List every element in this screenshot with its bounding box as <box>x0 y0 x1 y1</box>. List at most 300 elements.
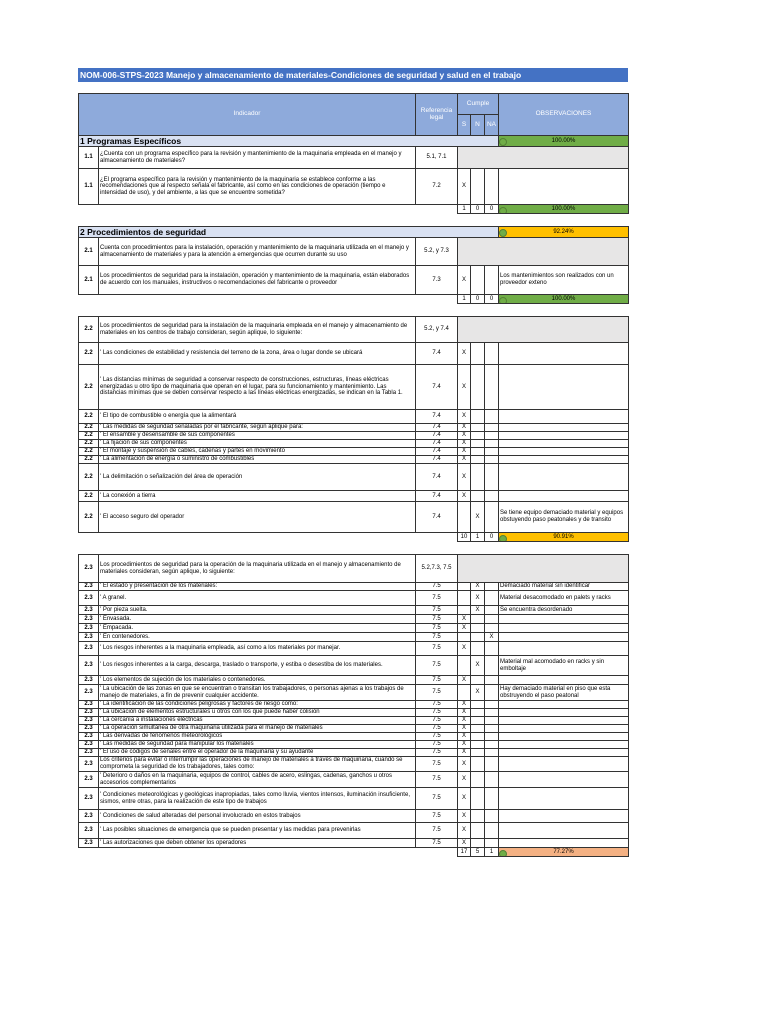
table-row <box>79 555 629 583</box>
score-cell <box>499 533 629 542</box>
indicator-text: ' El uso de códigos de señales entre el operador de la maquinaria y su ayudante <box>99 749 416 757</box>
cumple-s: X <box>458 169 471 205</box>
legal-reference: 7.2 <box>416 169 458 205</box>
cumple-na <box>485 591 499 606</box>
cumple-na <box>485 823 499 839</box>
item-number: 1.1 <box>79 169 99 205</box>
cumple-na <box>485 440 499 448</box>
item-number: 2.2 <box>79 432 99 440</box>
table-row <box>79 615 629 624</box>
cumple-na <box>485 810 499 823</box>
observation <box>499 810 629 823</box>
indicator-text: ' Los riesgos inherentes a la carga, descarga, traslado o transporte, y estiba o desestiba de los materiales. <box>99 656 416 676</box>
total-s: 1 <box>458 205 471 214</box>
legal-reference: 5.2, y 7.4 <box>416 317 458 343</box>
indicator-text: ' La fijación de sus componentes <box>99 440 416 448</box>
cumple-s: X <box>458 440 471 448</box>
cumple-n <box>471 491 485 502</box>
cumple-n <box>471 733 485 741</box>
observation <box>499 788 629 810</box>
observation: Material desacomodado en palets y racks <box>499 591 629 606</box>
table-row <box>79 823 629 839</box>
cumple-n <box>471 709 485 717</box>
item-number: 2.3 <box>79 709 99 717</box>
score-cell <box>499 295 629 304</box>
legal-reference: 7.5 <box>416 583 458 591</box>
legal-reference: 7.5 <box>416 591 458 606</box>
observation <box>499 464 629 491</box>
cumple-s <box>458 583 471 591</box>
table-row <box>79 317 629 343</box>
legal-reference: 5.2,7.3, 7.5 <box>416 555 458 583</box>
table-row <box>79 685 629 701</box>
observation <box>499 624 629 633</box>
cumple-s: X <box>458 749 471 757</box>
indicator-text: ' Por pieza suelta. <box>99 606 416 615</box>
cumple-s: X <box>458 717 471 725</box>
cumple-s <box>458 633 471 642</box>
legal-reference: 7.5 <box>416 810 458 823</box>
cumple-na <box>485 624 499 633</box>
status-dot-icon <box>499 207 507 214</box>
table-row <box>79 502 629 533</box>
item-number: 2.1 <box>79 238 99 266</box>
observation <box>499 772 629 788</box>
legal-reference: 7.5 <box>416 624 458 633</box>
table-row <box>79 839 629 848</box>
header-row <box>79 94 629 115</box>
observation <box>499 456 629 464</box>
cumple-na <box>485 365 499 410</box>
table-row <box>79 624 629 633</box>
cumple-na <box>485 733 499 741</box>
total-n: 1 <box>471 533 485 542</box>
item-number: 2.2 <box>79 464 99 491</box>
cumple-s: X <box>458 464 471 491</box>
item-number: 2.3 <box>79 788 99 810</box>
indicator-text: Los criterios para evitar o interrumpir las operaciones de manejo de materiales a través de maquinaria, cuando se comprometa la seguridad de los trabajadores, tales como: <box>99 757 416 772</box>
item-number: 2.3 <box>79 633 99 642</box>
item-number: 2.2 <box>79 440 99 448</box>
table-row <box>79 642 629 656</box>
observation <box>499 432 629 440</box>
observation: Material mal acomodado en racks y sin emboltaje <box>499 656 629 676</box>
observation <box>499 757 629 772</box>
table-row <box>79 725 629 733</box>
cumple-s <box>458 656 471 676</box>
cumple-n <box>471 788 485 810</box>
status-dot-icon <box>499 535 507 542</box>
table-row <box>79 424 629 432</box>
spacer-row <box>79 214 629 227</box>
section-title-row <box>79 227 629 238</box>
table-row <box>79 169 629 205</box>
cumple-s: X <box>458 757 471 772</box>
totals-blank <box>79 205 458 214</box>
cumple-n: X <box>471 591 485 606</box>
totals-row <box>79 533 629 542</box>
cumple-s: X <box>458 410 471 424</box>
section-percent: 92.24% <box>553 228 574 235</box>
cumple-s: X <box>458 709 471 717</box>
total-s: 17 <box>458 848 471 857</box>
total-n: 0 <box>471 205 485 214</box>
totals-row <box>79 848 629 857</box>
indicator-text: ' Las posibles situaciones de emergencia que se pueden presentar y las medidas para prevenirlas <box>99 823 416 839</box>
cumple-na <box>485 788 499 810</box>
cumple-s: X <box>458 448 471 456</box>
cumple-n <box>471 464 485 491</box>
cumple-na <box>485 410 499 424</box>
section-title: 1 Programas Específicos <box>79 136 499 147</box>
indicator-text: Los procedimientos de seguridad para la instalación de la maquinaria empleada en el manejo y almacenamiento de materiales en los centros de trabajo consideran, según aplique, lo siguiente: <box>99 317 416 343</box>
header-observaciones: OBSERVACIONES <box>499 94 629 136</box>
legal-reference: 7.5 <box>416 733 458 741</box>
cumple-n: X <box>471 502 485 533</box>
item-number: 2.3 <box>79 615 99 624</box>
legal-reference: 5.1, 7.1 <box>416 147 458 169</box>
table-row <box>79 656 629 676</box>
cumple-s: X <box>458 624 471 633</box>
checklist-table <box>78 93 629 857</box>
cumple-s: X <box>458 741 471 749</box>
indicator-text: ¿El programa específico para la revisión y mantenimiento de la maquinaria se establece conforme a las recomendaciones que al respecto señala el fabricante, así como en las condiciones de operación (tiempo e intensidad de uso), y del ambiente, a las que se encuentre sometida? <box>99 169 416 205</box>
cumple-n <box>471 615 485 624</box>
legal-reference: 7.5 <box>416 717 458 725</box>
observation <box>499 169 629 205</box>
cumple-s: X <box>458 823 471 839</box>
table-row <box>79 238 629 266</box>
cumple-na <box>485 583 499 591</box>
cumple-n <box>471 839 485 848</box>
item-number: 2.3 <box>79 656 99 676</box>
cumple-na <box>485 741 499 749</box>
item-number: 2.2 <box>79 410 99 424</box>
item-number: 2.3 <box>79 725 99 733</box>
cumple-s: X <box>458 772 471 788</box>
section-percent: 100.00% <box>551 137 576 144</box>
cumple-n <box>471 642 485 656</box>
cumple-na <box>485 424 499 432</box>
table-row <box>79 147 629 169</box>
legal-reference: 5.2, y 7.3 <box>416 238 458 266</box>
cumple-s: X <box>458 701 471 709</box>
cumple-n <box>471 365 485 410</box>
legal-reference: 7.5 <box>416 749 458 757</box>
item-number: 2.3 <box>79 823 99 839</box>
item-number: 2.3 <box>79 749 99 757</box>
cumple-na <box>485 502 499 533</box>
legal-reference: 7.4 <box>416 464 458 491</box>
cumple-na <box>485 266 499 295</box>
indicator-text: ' El ensamble y desensamble de sus componentes <box>99 432 416 440</box>
observation <box>499 701 629 709</box>
item-number: 1.1 <box>79 147 99 169</box>
score-percent: 100.00% <box>551 205 576 212</box>
cumple-na <box>485 169 499 205</box>
observation <box>499 448 629 456</box>
legal-reference: 7.5 <box>416 788 458 810</box>
grey-block <box>458 238 629 266</box>
cumple-n: X <box>471 583 485 591</box>
observation: Los mantenimientos son realizados con un proveedor exteno <box>499 266 629 295</box>
indicator-text: ' La ubicación de elementos estructurales u otros con los que puede haber colisión <box>99 709 416 717</box>
totals-row <box>79 205 629 214</box>
indicator-text: ' Las medidas de seguridad para manipular los materiales <box>99 741 416 749</box>
total-na: 0 <box>485 533 499 542</box>
indicator-text: ' En contenedores. <box>99 633 416 642</box>
cumple-n <box>471 343 485 365</box>
cumple-na <box>485 642 499 656</box>
indicator-text: ' Empacada. <box>99 624 416 633</box>
table-row <box>79 810 629 823</box>
cumple-n <box>471 432 485 440</box>
indicator-text: ' Condiciones de salud alteradas del personal involucrado en estos trabajos <box>99 810 416 823</box>
cumple-s: X <box>458 615 471 624</box>
spacer-cell <box>79 542 629 555</box>
observation <box>499 491 629 502</box>
item-number: 2.3 <box>79 676 99 685</box>
observation <box>499 709 629 717</box>
table-row <box>79 266 629 295</box>
indicator-text: ' La ubicación de las zonas en que se encuentran o transitan los trabajadores, o personas ajenas a los trabajos de manejo de materiales, a fin de prevenir cualquier accidente. <box>99 685 416 701</box>
cumple-s: X <box>458 810 471 823</box>
table-row <box>79 772 629 788</box>
item-number: 2.3 <box>79 839 99 848</box>
section-title-row <box>79 136 629 147</box>
spacer-row <box>79 542 629 555</box>
totals-row <box>79 295 629 304</box>
observation <box>499 642 629 656</box>
indicator-text: ' El tipo de combustible o energía que la alimentará <box>99 410 416 424</box>
observation <box>499 733 629 741</box>
indicator-text: Los procedimientos de seguridad para la instalación, operación y mantenimiento de la maquinaria, están elaborados de acuerdo con los manuales, instructivos o recomendaciones del fabricante o proveedor <box>99 266 416 295</box>
cumple-n: X <box>471 656 485 676</box>
observation <box>499 741 629 749</box>
indicator-text: ' Las condiciones de estabilidad y resistencia del terreno de la zona, área o lugar donde se ubicará <box>99 343 416 365</box>
legal-reference: 7.5 <box>416 606 458 615</box>
status-dot-icon <box>499 229 507 237</box>
legal-reference: 7.5 <box>416 823 458 839</box>
indicator-text: ' Envasada. <box>99 615 416 624</box>
section-score <box>499 136 629 147</box>
header-cumple: Cumple <box>458 94 499 115</box>
cumple-na <box>485 343 499 365</box>
cumple-na <box>485 709 499 717</box>
table-row <box>79 583 629 591</box>
legal-reference: 7.5 <box>416 741 458 749</box>
table-row <box>79 749 629 757</box>
cumple-s <box>458 502 471 533</box>
cumple-na <box>485 701 499 709</box>
total-s: 10 <box>458 533 471 542</box>
item-number: 2.3 <box>79 717 99 725</box>
indicator-text: ' El acceso seguro del operador <box>99 502 416 533</box>
cumple-s: X <box>458 733 471 741</box>
checklist-sheet <box>78 68 628 857</box>
indicator-text: ¿Cuenta con un programa específico para la revisión y mantenimiento de la maquinaria empleada en el manejo y almacenamiento de materiales? <box>99 147 416 169</box>
status-dot-icon <box>499 297 507 304</box>
observation <box>499 823 629 839</box>
cumple-n: X <box>471 606 485 615</box>
cumple-na <box>485 749 499 757</box>
indicator-text: ' El montaje y suspensión de cables, cadenas y partes en movimiento <box>99 448 416 456</box>
observation: Se encuentra desordenado <box>499 606 629 615</box>
indicator-text: ' El estado y presentación de los materiales: <box>99 583 416 591</box>
table-row <box>79 440 629 448</box>
cumple-s <box>458 591 471 606</box>
legal-reference: 7.4 <box>416 440 458 448</box>
item-number: 2.2 <box>79 448 99 456</box>
cumple-n <box>471 424 485 432</box>
page-title: NOM-006-STPS-2023 Manejo y almacenamiento de materiales-Condiciones de seguridad y salud en el trabajo <box>78 68 628 82</box>
section-title: 2 Procedimientos de seguridad <box>79 227 499 238</box>
observation <box>499 749 629 757</box>
header-na: NA <box>485 115 499 136</box>
totals-blank <box>79 295 458 304</box>
cumple-s: X <box>458 676 471 685</box>
cumple-na: X <box>485 633 499 642</box>
score-percent: 90.91% <box>553 533 574 540</box>
table-row <box>79 709 629 717</box>
cumple-s <box>458 685 471 701</box>
observation <box>499 343 629 365</box>
spacer-cell <box>79 304 629 317</box>
observation: Demaciado material sin identificar <box>499 583 629 591</box>
cumple-na <box>485 615 499 624</box>
legal-reference: 7.4 <box>416 424 458 432</box>
cumple-na <box>485 464 499 491</box>
cumple-n <box>471 810 485 823</box>
indicator-text: ' Los elementos de sujeción de los materiales o contenedores. <box>99 676 416 685</box>
table-row <box>79 606 629 615</box>
table-row <box>79 448 629 456</box>
cumple-n <box>471 456 485 464</box>
legal-reference: 7.4 <box>416 502 458 533</box>
cumple-s: X <box>458 725 471 733</box>
item-number: 2.3 <box>79 733 99 741</box>
observation <box>499 839 629 848</box>
cumple-n <box>471 440 485 448</box>
legal-reference: 7.5 <box>416 615 458 624</box>
status-dot-icon <box>499 138 507 146</box>
indicator-text: ' Las autorizaciones que deben obtener los operadores <box>99 839 416 848</box>
item-number: 2.3 <box>79 685 99 701</box>
cumple-s: X <box>458 432 471 440</box>
cumple-s: X <box>458 491 471 502</box>
table-row <box>79 491 629 502</box>
legal-reference: 7.5 <box>416 642 458 656</box>
legal-reference: 7.5 <box>416 839 458 848</box>
legal-reference: 7.4 <box>416 365 458 410</box>
item-number: 2.3 <box>79 591 99 606</box>
table-row <box>79 741 629 749</box>
score-cell <box>499 205 629 214</box>
legal-reference: 7.5 <box>416 633 458 642</box>
observation <box>499 717 629 725</box>
cumple-n <box>471 772 485 788</box>
cumple-s: X <box>458 343 471 365</box>
table-row <box>79 633 629 642</box>
observation: Hay demaciado material en piso que esta obstruyendo el paso peatonal <box>499 685 629 701</box>
cumple-na <box>485 432 499 440</box>
grey-block <box>458 147 629 169</box>
item-number: 2.3 <box>79 642 99 656</box>
cumple-n: X <box>471 685 485 701</box>
legal-reference: 7.4 <box>416 410 458 424</box>
cumple-na <box>485 717 499 725</box>
item-number: 2.3 <box>79 772 99 788</box>
legal-reference: 7.5 <box>416 676 458 685</box>
table-row <box>79 343 629 365</box>
cumple-n <box>471 266 485 295</box>
table-row <box>79 464 629 491</box>
cumple-na <box>485 725 499 733</box>
indicator-text: ' La cercanía a instalaciones eléctricas <box>99 717 416 725</box>
indicator-text: ' Condiciones meteorológicas y geológicas inapropiadas, tales como lluvia, vientos intensos, iluminación insuficiente, sismos, entre otras, para la realización de este tipo de trabajos <box>99 788 416 810</box>
item-number: 2.3 <box>79 810 99 823</box>
observation <box>499 633 629 642</box>
indicator-text: ' Las derivadas de fenómenos meteorológicos <box>99 733 416 741</box>
indicator-text: ' Deterioro o daños en la maquinaria, equipos de control, cables de acero, eslingas, cadenas, ganchos u otros accesorios complementarios <box>99 772 416 788</box>
item-number: 2.3 <box>79 757 99 772</box>
cumple-n <box>471 823 485 839</box>
table-row <box>79 456 629 464</box>
total-na: 1 <box>485 848 499 857</box>
indicator-text: ' Las distancias mínimas de seguridad a conservar respecto de construcciones, estructuras, líneas eléctricas energizadas u otro tipo de maquinaria que operan en el lugar, para su funcionamiento y mantenimiento. Las distancias mínimas que se deben conservar respecto a las líneas eléctricas energizadas, se indican en la Tabla 1. <box>99 365 416 410</box>
cumple-n <box>471 410 485 424</box>
spacer-row <box>79 304 629 317</box>
indicator-text: ' La conexión a tierra <box>99 491 416 502</box>
observation <box>499 440 629 448</box>
cumple-s: X <box>458 788 471 810</box>
totals-blank <box>79 848 458 857</box>
cumple-na <box>485 606 499 615</box>
grey-block <box>458 317 629 343</box>
cumple-na <box>485 685 499 701</box>
cumple-n <box>471 717 485 725</box>
cumple-n <box>471 741 485 749</box>
observation <box>499 424 629 432</box>
cumple-s: X <box>458 642 471 656</box>
item-number: 2.2 <box>79 317 99 343</box>
table-row <box>79 733 629 741</box>
item-number: 2.3 <box>79 606 99 615</box>
header-indicador: Indicador <box>79 94 416 136</box>
item-number: 2.3 <box>79 701 99 709</box>
status-dot-icon <box>499 850 507 857</box>
cumple-na <box>485 491 499 502</box>
item-number: 2.2 <box>79 502 99 533</box>
total-na: 0 <box>485 295 499 304</box>
table-row <box>79 701 629 709</box>
legal-reference: 7.4 <box>416 448 458 456</box>
cumple-s: X <box>458 424 471 432</box>
indicator-text: ' La identificación de las condiciones peligrosas y factores de riesgo como: <box>99 701 416 709</box>
section-score <box>499 227 629 238</box>
table-row <box>79 365 629 410</box>
total-n: 0 <box>471 295 485 304</box>
item-number: 2.2 <box>79 456 99 464</box>
indicator-text: ' La alimentación de energía o suministro de combustibles <box>99 456 416 464</box>
legal-reference: 7.5 <box>416 685 458 701</box>
cumple-n <box>471 749 485 757</box>
table-row <box>79 676 629 685</box>
observation <box>499 676 629 685</box>
cumple-na <box>485 839 499 848</box>
total-na: 0 <box>485 205 499 214</box>
item-number: 2.1 <box>79 266 99 295</box>
